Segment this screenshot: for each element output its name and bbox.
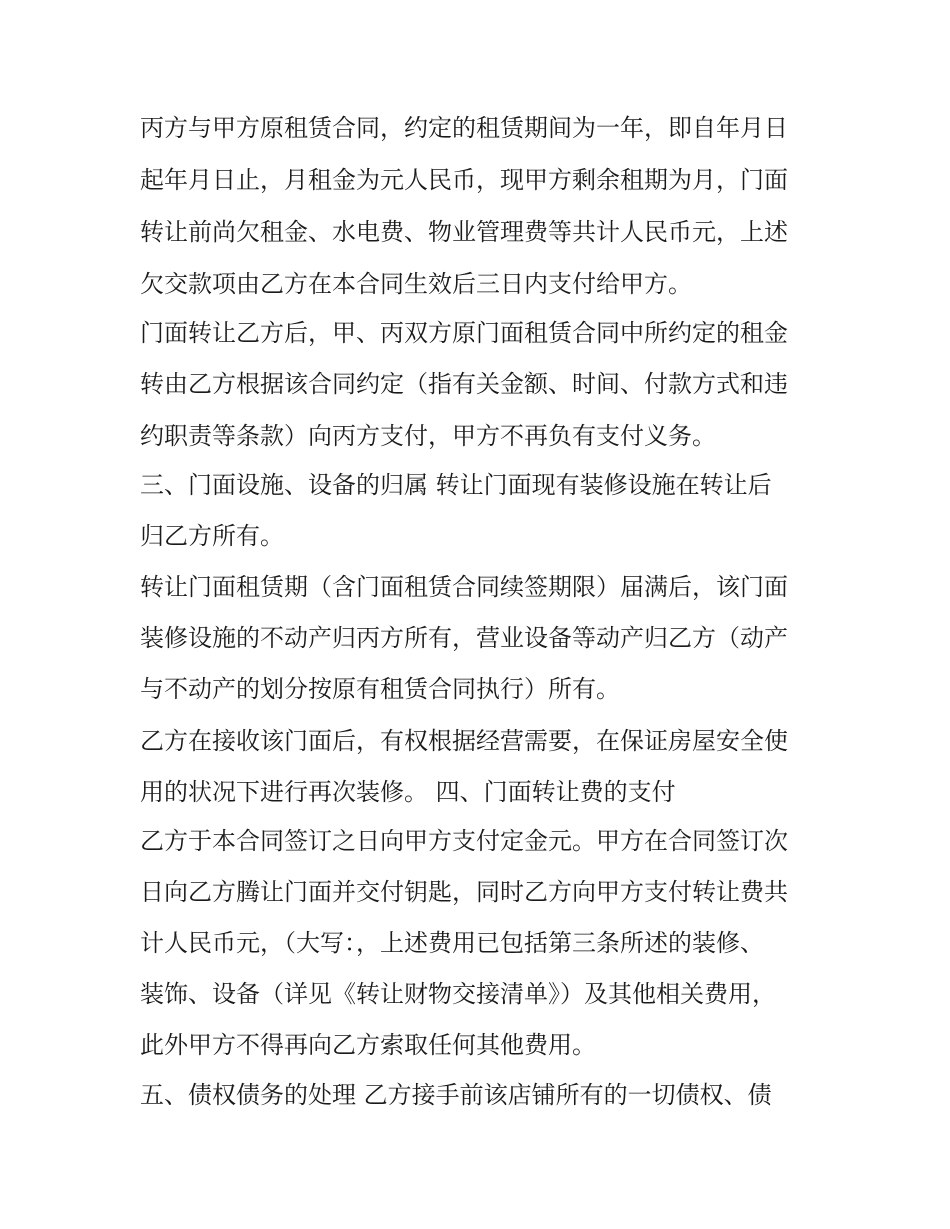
text-line: 装修设施的不动产归丙方所有，营业设备等动产归乙方（动产 — [140, 624, 788, 652]
text-line: 五、债权债务的处理 乙方接手前该店铺所有的一切债权、债 — [140, 1081, 772, 1109]
text-line: 此外甲方不得再向乙方索取任何其他费用。 — [140, 1031, 596, 1059]
text-line: 日向乙方腾让门面并交付钥匙，同时乙方向甲方支付转让费共 — [140, 878, 788, 906]
text-line: 用的状况下进行再次装修。 四、门面转让费的支付 — [140, 778, 676, 806]
text-line: 欠交款项由乙方在本合同生效后三日内支付给甲方。 — [140, 270, 692, 298]
text-line: 丙方与甲方原租赁合同，约定的租赁期间为一年，即自年月日 — [140, 114, 788, 142]
text-line: 与不动产的划分按原有租赁合同执行）所有。 — [140, 675, 620, 703]
text-line: 转让门面租赁期（含门面租赁合同续签期限）届满后，该门面 — [140, 573, 788, 601]
text-line: 乙方于本合同签订之日向甲方支付定金元。甲方在合同签订次 — [140, 827, 788, 855]
text-line: 三、门面设施、设备的归属 转让门面现有装修设施在转让后 — [140, 471, 772, 499]
text-line: 归乙方所有。 — [140, 522, 284, 550]
text-line: 约职责等条款）向丙方支付，甲方不再负有支付义务。 — [140, 422, 716, 450]
text-line: 门面转让乙方后，甲、丙双方原门面租赁合同中所约定的租金 — [140, 319, 788, 347]
text-line: 装饰、设备（详见《转让财物交接清单》）及其他相关费用， — [140, 980, 776, 1008]
text-line: 乙方在接收该门面后，有权根据经营需要，在保证房屋安全使 — [140, 727, 788, 755]
text-line: 起年月日止，月租金为元人民币，现甲方剩余租期为月，门面 — [140, 166, 788, 194]
text-line: 计人民币元，（大写：，上述费用已包括第三条所述的装修、 — [140, 929, 764, 957]
text-line: 转由乙方根据该合同约定（指有关金额、时间、付款方式和违 — [140, 370, 788, 398]
text-line: 转让前尚欠租金、水电费、物业管理费等共计人民币元，上述 — [140, 218, 788, 246]
